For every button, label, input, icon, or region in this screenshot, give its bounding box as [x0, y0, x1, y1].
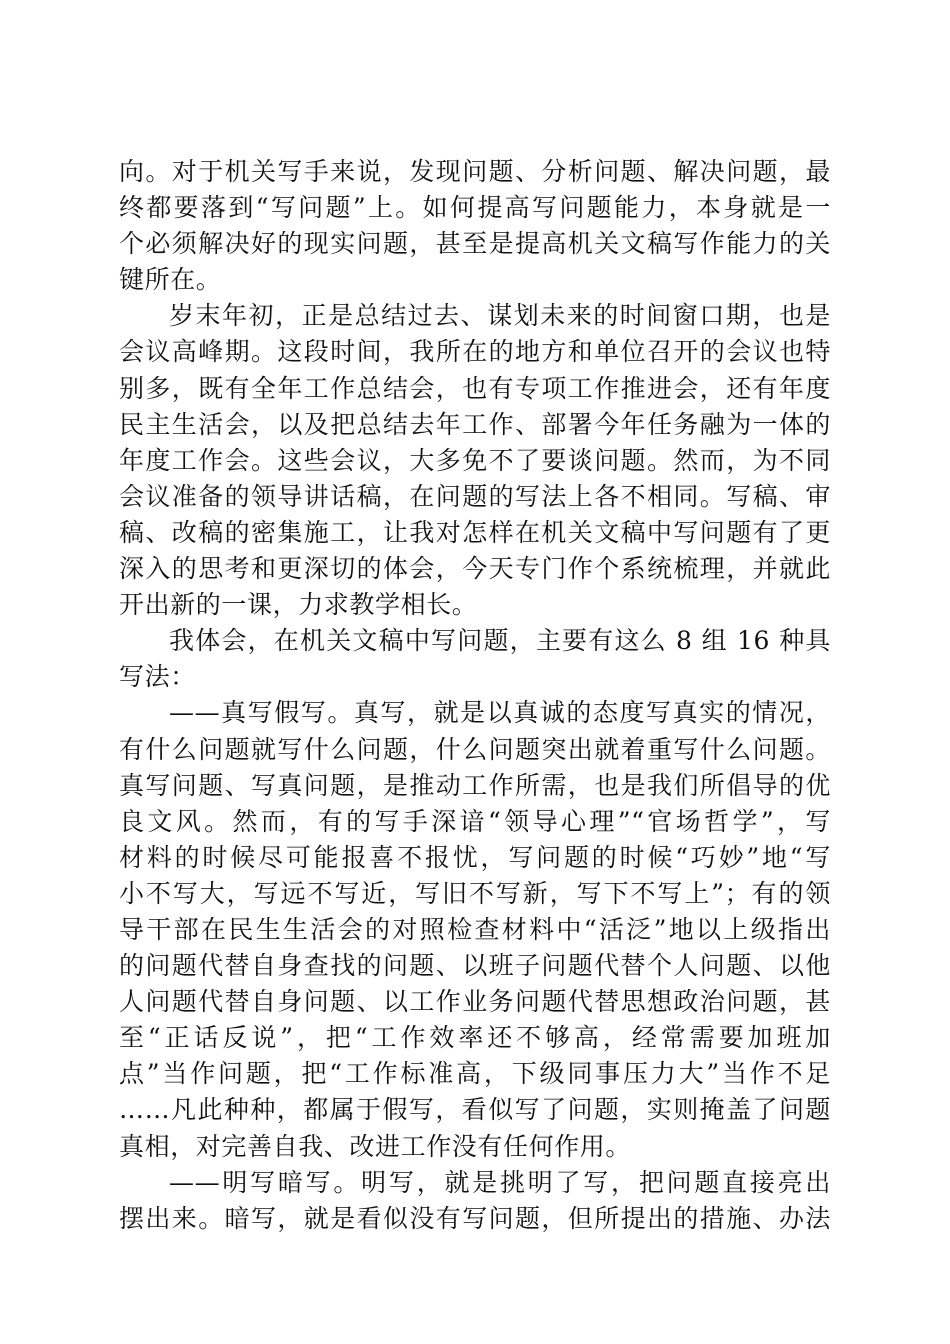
paragraph-p4-line-2: 有什么问题就写什么问题，什么问题突出就着重写什么问题。: [119, 734, 831, 764]
paragraph-p3-line-1: 我体会，在机关文稿中写问题，主要有这么 8 组 16 种具: [169, 626, 831, 656]
paragraph-p5-line-2: 摆出来。暗写，就是看似没有写问题，但所提出的措施、办法: [119, 1203, 831, 1233]
paragraph-p4-line-1: ——真写假写。真写，就是以真诚的态度写真实的情况，: [169, 698, 831, 728]
paragraph-p1-line-4: 键所在。: [119, 265, 222, 295]
paragraph-p2-line-3: 别多，既有全年工作总结会，也有专项工作推进会，还有年度: [119, 373, 831, 403]
paragraph-p4-line-11: 点”当作问题，把“工作标准高，下级同事压力大”当作不足: [119, 1059, 831, 1089]
paragraph-p1-line-1: 向。对于机关写手来说，发现问题、分析问题、解决问题，最: [119, 157, 831, 186]
paragraph-p4-line-5: 材料的时候尽可能报喜不报忧，写问题的时候“巧妙”地“写: [119, 842, 831, 872]
paragraph-p1: [119, 154, 831, 298]
paragraph-p2-line-1: 岁末年初，正是总结过去、谋划未来的时间窗口期，也是: [169, 301, 831, 331]
paragraph-p4-line-7: 导干部在民生生活会的对照检查材料中“活泛”地以上级指出: [119, 914, 831, 944]
document-body: [119, 154, 831, 1237]
paragraph-p1-line-3: 个必须解决好的现实问题，甚至是提高机关文稿写作能力的关: [119, 229, 831, 259]
paragraph-p3-line-2: 写法：: [119, 662, 196, 692]
paragraph-p2-line-7: 稿、改稿的密集施工，让我对怎样在机关文稿中写问题有了更: [119, 517, 831, 547]
paragraph-p2-line-6: 会议准备的领导讲话稿，在问题的写法上各不相同。写稿、审: [119, 481, 831, 511]
paragraph-p2-line-8: 深入的思考和更深切的体会，今天专门作个系统梳理，并就此: [119, 554, 831, 584]
paragraph-p4-line-12: ……凡此种种，都属于假写，看似写了问题，实则掩盖了问题: [119, 1095, 831, 1125]
paragraph-p5-line-1: ——明写暗写。明写，就是挑明了写，把问题直接亮出: [169, 1167, 831, 1197]
paragraph-p1-line-2: 终都要落到“写问题”上。如何提高写问题能力，本身就是一: [119, 193, 831, 223]
paragraph-p4-line-3: 真写问题、写真问题，是推动工作所需，也是我们所倡导的优: [119, 770, 831, 800]
paragraph-p4-line-4: 良文风。然而，有的写手深谙“领导心理”“官场哲学”，写: [119, 806, 831, 836]
paragraph-p4: [119, 695, 831, 1164]
paragraph-p4-line-6: 小不写大，写远不写近，写旧不写新，写下不写上”；有的领: [119, 878, 831, 908]
paragraph-p2-line-5: 年度工作会。这些会议，大多免不了要谈问题。然而，为不同: [119, 445, 831, 475]
paragraph-p2-line-2: 会议高峰期。这段时间，我所在的地方和单位召开的会议也特: [119, 337, 831, 367]
paragraph-p4-line-13: 真相，对完善自我、改进工作没有任何作用。: [119, 1131, 632, 1161]
paragraph-p2-line-9: 开出新的一课，力求教学相长。: [119, 590, 478, 620]
paragraph-p3: [119, 623, 831, 695]
paragraph-p4-line-9: 人问题代替自身问题、以工作业务问题代替思想政治问题，甚: [119, 987, 831, 1017]
paragraph-p5: [119, 1165, 831, 1237]
paragraph-p4-line-10: 至“正话反说”，把“工作效率还不够高，经常需要加班加: [119, 1023, 831, 1053]
paragraph-p2-line-4: 民主生活会，以及把总结去年工作、部署今年任务融为一体的: [119, 409, 831, 439]
paragraph-p4-line-8: 的问题代替自身查找的问题、以班子问题代替个人问题、以他: [119, 951, 831, 981]
paragraph-p2: [119, 298, 831, 623]
